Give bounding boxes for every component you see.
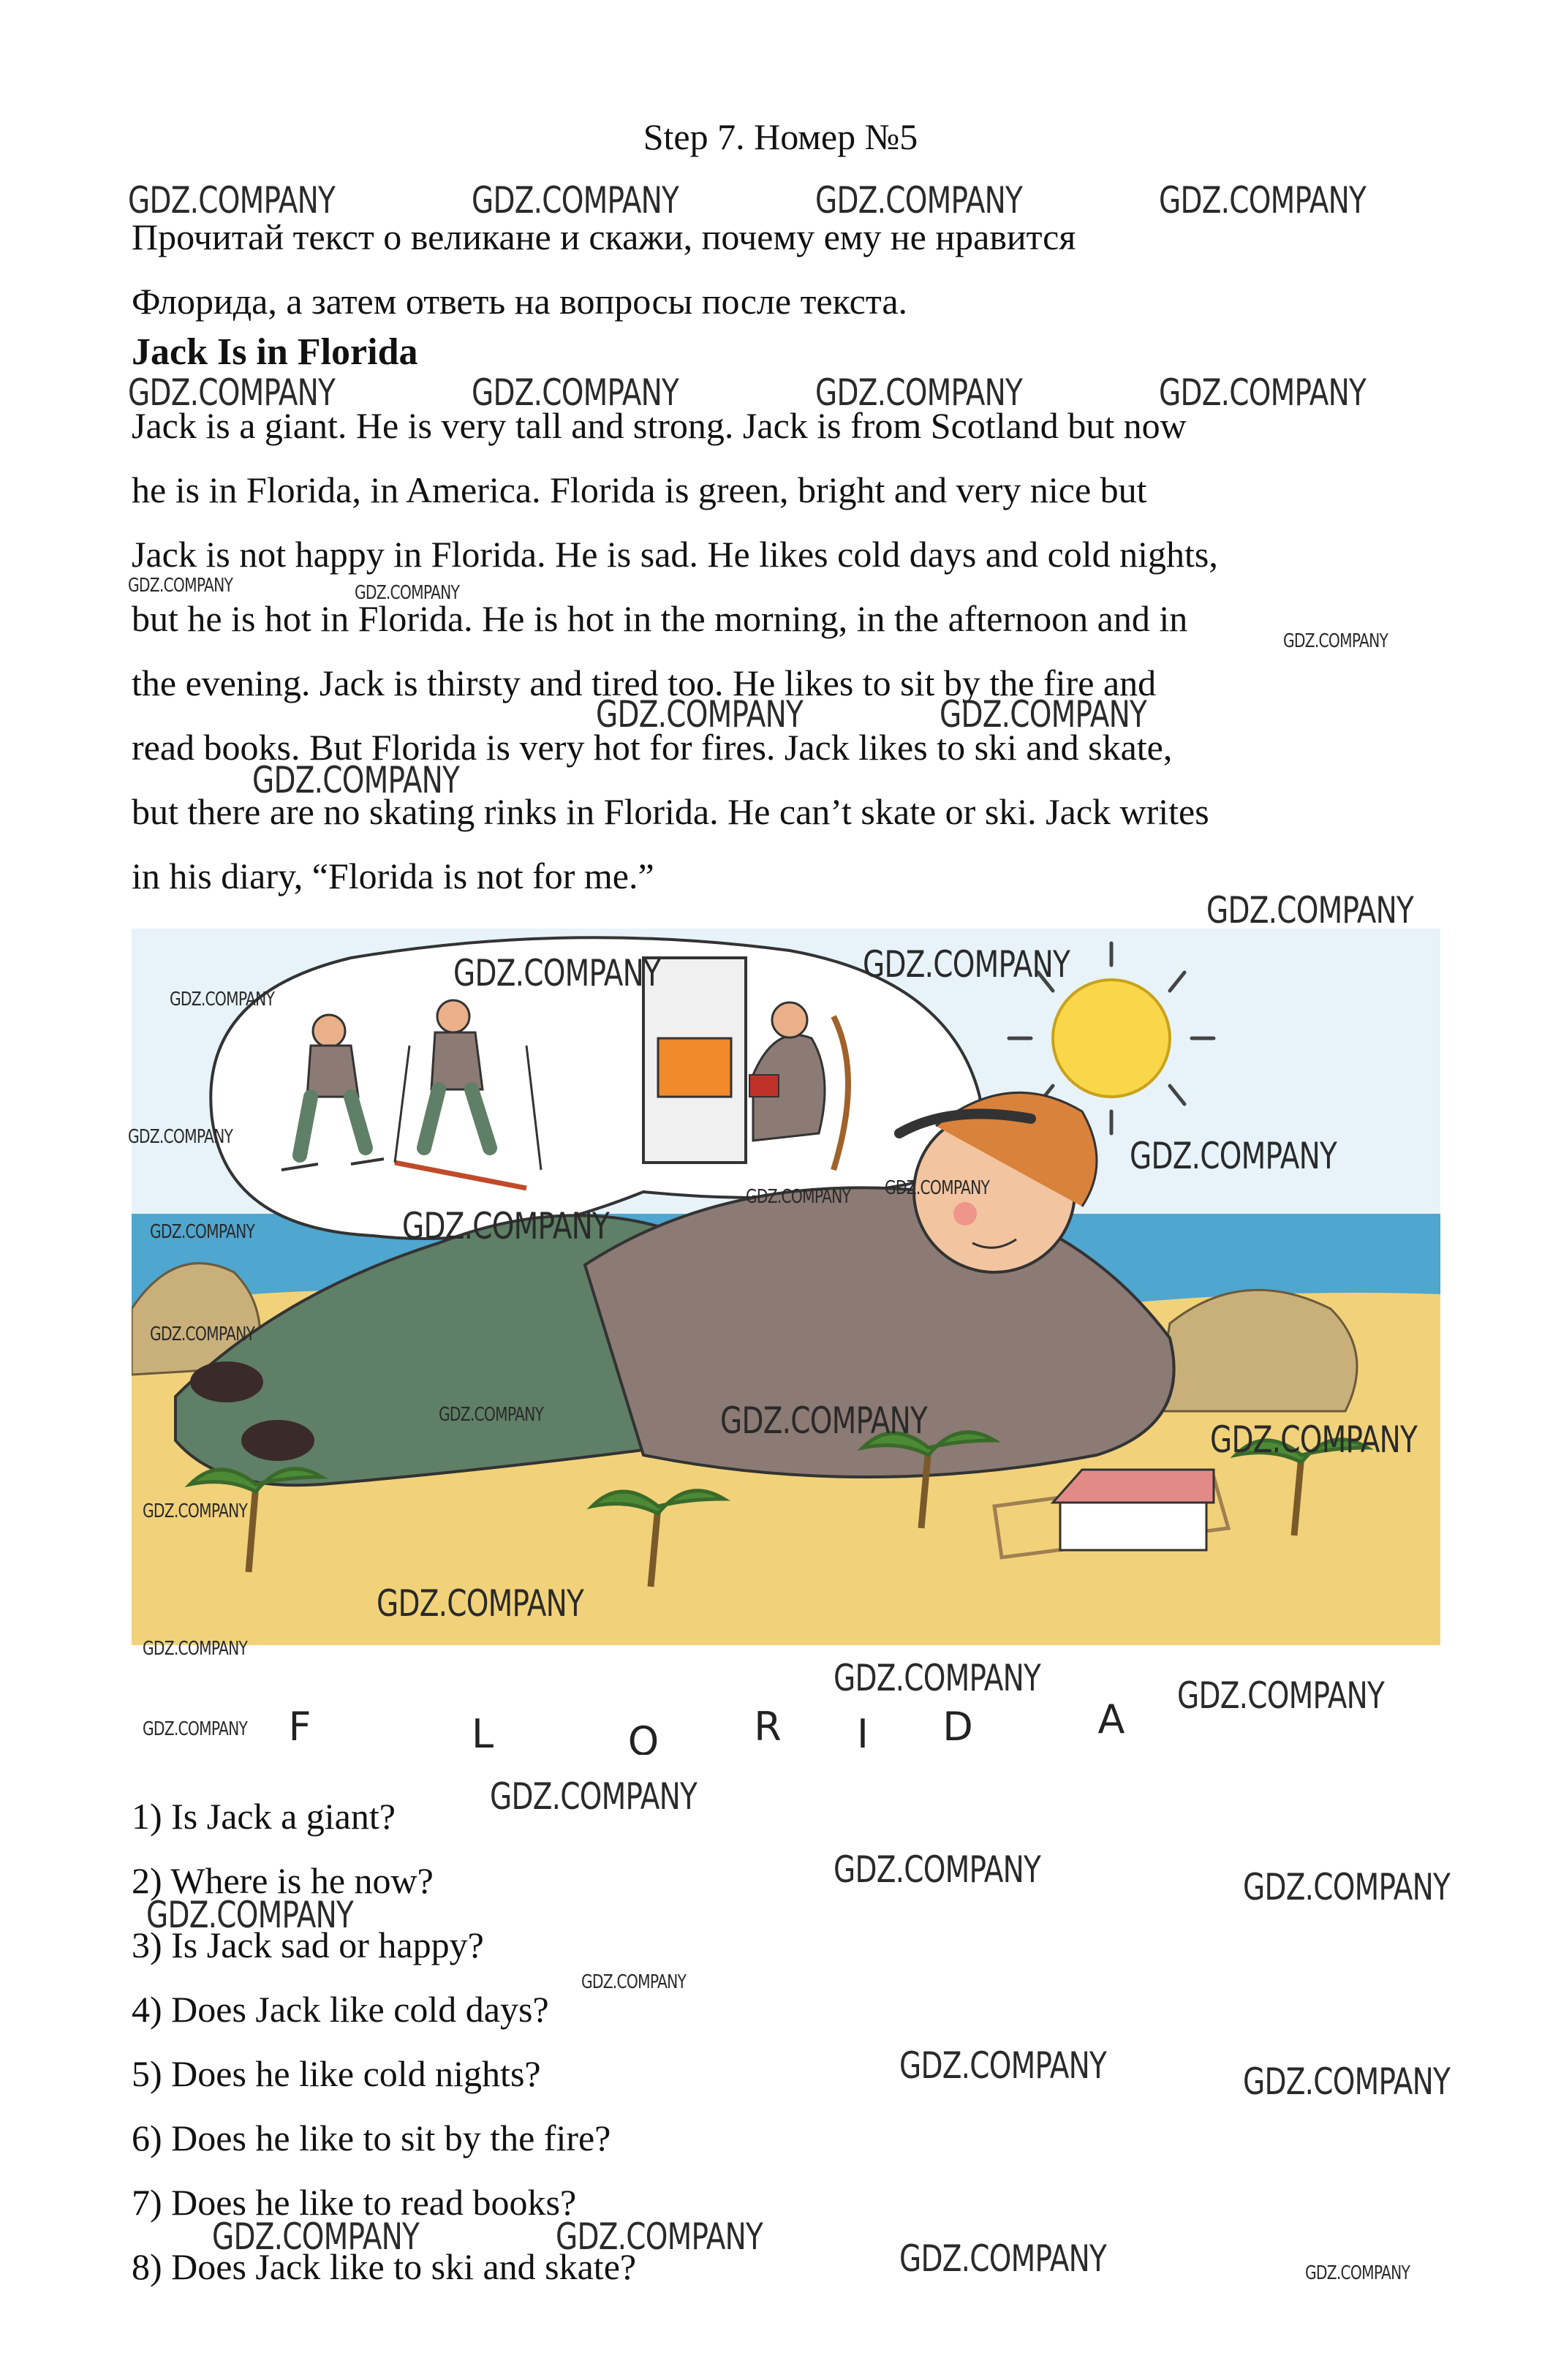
watermark: GDZ.COMPANY [940,693,1147,736]
watermark: GDZ.COMPANY [1243,2060,1451,2103]
question-8: 8) Does Jack like to ski and skate? [132,2246,637,2287]
watermark: GDZ.COMPANY [128,575,233,597]
caption-letter: I [857,1711,869,1755]
watermark: GDZ.COMPANY [439,1404,544,1426]
story-title: Jack Is in Florida [132,331,418,373]
instruction-line-1: Прочитай текст о великане и скажи, почему ему не нравится [132,216,1076,257]
watermark: GDZ.COMPANY [128,371,336,414]
watermark: GDZ.COMPANY [128,179,336,222]
watermark: GDZ.COMPANY [150,1323,255,1345]
watermark: GDZ.COMPANY [377,1582,584,1625]
watermark: GDZ.COMPANY [556,2215,763,2258]
watermark: GDZ.COMPANY [150,1221,255,1243]
watermark: GDZ.COMPANY [143,1500,248,1522]
story-line: but he is hot in Florida. He is hot in the morning, in the afternoon and in [132,598,1188,639]
page-heading: Step 7. Номер №5 [643,116,918,157]
story-line: in his diary, “Florida is not for me.” [132,855,654,896]
watermark: GDZ.COMPANY [170,989,275,1010]
watermark: GDZ.COMPANY [1177,1674,1385,1717]
watermark: GDZ.COMPANY [596,693,804,736]
watermark: GDZ.COMPANY [453,952,661,994]
watermark: GDZ.COMPANY [815,179,1023,222]
watermark: GDZ.COMPANY [252,759,460,801]
watermark: GDZ.COMPANY [863,943,1070,986]
watermark: GDZ.COMPANY [490,1775,698,1818]
story-line: Jack is a giant. He is very tall and strong. Jack is from Scotland but now [132,405,1187,446]
florida-illustration [132,929,1440,1755]
watermark: GDZ.COMPANY [143,1718,248,1740]
watermark: GDZ.COMPANY [746,1186,851,1208]
watermark: GDZ.COMPANY [1210,1418,1418,1461]
question-1: 1) Is Jack a giant? [132,1796,396,1837]
watermark: GDZ.COMPANY [834,1848,1041,1891]
caption-letter: R [754,1704,782,1750]
watermark: GDZ.COMPANY [1283,630,1388,652]
question-5: 5) Does he like cold nights? [132,2053,541,2094]
story-line: read books. But Florida is very hot for fires. Jack likes to ski and skate, [132,727,1173,768]
story-line: Jack is not happy in Florida. He is sad. He likes cold days and cold nights, [132,534,1218,575]
watermark: GDZ.COMPANY [1159,371,1367,414]
question-7: 7) Does he like to read books? [132,2182,577,2223]
watermark: GDZ.COMPANY [1243,1866,1451,1908]
watermark: GDZ.COMPANY [899,2044,1107,2087]
watermark: GDZ.COMPANY [885,1177,990,1199]
watermark: GDZ.COMPANY [472,179,679,222]
question-6: 6) Does he like to sit by the fire? [132,2118,611,2158]
watermark: GDZ.COMPANY [128,1126,233,1148]
watermark: GDZ.COMPANY [815,371,1023,414]
caption-letter: L [471,1711,494,1755]
watermark: GDZ.COMPANY [355,582,460,604]
story-line: but there are no skating rinks in Florida. He can’t skate or ski. Jack writes [132,791,1209,832]
watermark: GDZ.COMPANY [472,371,679,414]
question-4: 4) Does Jack like cold days? [132,1989,549,2030]
watermark: GDZ.COMPANY [212,2215,420,2258]
watermark: GDZ.COMPANY [143,1638,248,1660]
caption-letter: A [1097,1696,1125,1742]
watermark: GDZ.COMPANY [402,1205,610,1247]
watermark: GDZ.COMPANY [1206,889,1414,932]
caption-letter: F [288,1704,311,1750]
question-2: 2) Where is he now? [132,1860,434,1901]
story-line: the evening. Jack is thirsty and tired too. He likes to sit by the fire and [132,662,1157,703]
watermark: GDZ.COMPANY [899,2237,1107,2280]
watermark: GDZ.COMPANY [146,1894,354,1936]
watermark: GDZ.COMPANY [1305,2262,1410,2284]
watermark: GDZ.COMPANY [1159,179,1367,222]
caption-letter: D [942,1704,973,1750]
story-line: he is in Florida, in America. Florida is green, bright and very nice but [132,469,1147,510]
question-3: 3) Is Jack sad or happy? [132,1924,484,1965]
watermark: GDZ.COMPANY [581,1971,687,1993]
instruction-line-2: Флорида, а затем ответь на вопросы после текста. [132,281,908,322]
caption-letter: O [627,1718,659,1755]
watermark: GDZ.COMPANY [720,1399,928,1442]
watermark: GDZ.COMPANY [1130,1135,1337,1177]
watermark: GDZ.COMPANY [834,1657,1041,1699]
